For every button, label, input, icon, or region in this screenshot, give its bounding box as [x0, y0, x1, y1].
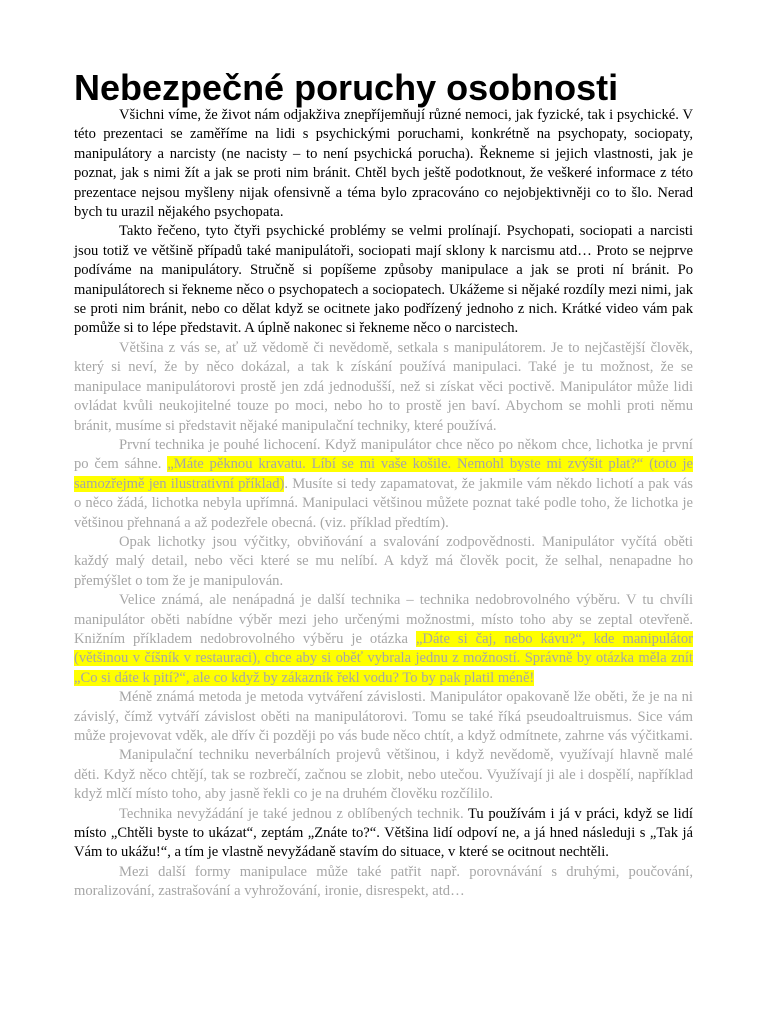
paragraph-nonverbal: Manipulační techniku neverbálních projevů většinou, i když nevědomě, využívají hlavně malé děti. Když něco chtějí, tak se rozbrečí, začnou se zlobit, nebo utečou. Využívají ji ale i dospělí, například když mlčí místo toho, aby jasně řekli co je na druhém člověku rozčílilo. — [74, 747, 693, 803]
paragraph-other-forms: Mezi další formy manipulace může také patřit např. porovnávání s druhými, poučování, moralizování, zastrašování a vyhrožování, ironie, disrespekt, atd… — [74, 863, 693, 900]
flattery-text-before: První technika je pouhé lichocení. Když manipulátor chce něco po někom chce, lichotka je první po čem sáhne. — [74, 436, 693, 473]
paragraph-intro: Všichni víme, že život nám odjakživa znepříjemňují různé nemoci, jak fyzické, tak i psychické. V této prezentaci se zaměříme na lidi s psychickými poruchami, konkrétně na psychopaty, sociopaty, manipulátory a narcisty (ne nacisty – to není psychická porucha). Řekneme si jejich vlastnosti, jak je poznat, jak s nimi žít a jak se proti nim bránit. Chtěl bych ještě podotknout, že veškeré informace z této prezentace nejsou myšleny nijak ofensivně a téma bylo zpracováno co nejobjektivněji co to šlo. Nerad bych tu urazil nějakého psychopata. — [74, 107, 693, 221]
flattery-highlight: „Máte pěknou kravatu. Líbí se mi vaše košile. Nemohl byste mi zvýšit plat?“ (toto je samozřejmě jen ilustrativní příklad) — [74, 456, 693, 492]
flattery-text-after: . Musíte si tedy zapamatovat, že jakmile vám někdo lichotí a pak vás o něco žádá, lichotka nebyla upřímná. Manipulaci většinou můžete poznat také podle toho, že lichotka je většinou přehnaná a až podezřele obecná. (viz. příklad předtím). — [74, 475, 693, 531]
paragraph-dependency: Méně známá metoda je metoda vytváření závislosti. Manipulátor opakovaně lže oběti, že je na ni závislý, čímž vytváří závislost oběti na manipulátorovi. Tomu se také říká pseudoaltruismus. Sice vám může projevovat vděk, ale dřív či později po vás bude něco chtít, a když odmítnete, zahrne vás výčitkami. — [74, 689, 693, 744]
document-body — [74, 106, 693, 902]
paragraph-forced-choice — [74, 591, 693, 688]
paragraph-overview: Takto řečeno, tyto čtyři psychické problémy se velmi prolínají. Psychopati, sociopati a narcisti jsou totiž ve většině případů také manipulátoři, sociopati mají sklony k narcismu atd… Proto se nejprve podíváme na manipulátory. Stručně si popíšeme způsoby manipulace a jak se proti ní bránit. Po manipulátorech si řekneme něco o psychopatech a sociopatech. Ukážeme si nějaké rozdíly mezi nimi, jak se proti nim bránit, nebo co dělat když se ocitnete jako podřízený jednoho z nich. Krátké video vám pak pomůže si to lépe představit. A úplně nakonec si řekneme něco o narcistech. — [74, 223, 693, 337]
unsolicited-example: Tu používám i já v práci, když se lidí místo „Chtěli byste to ukázat“, zeptám „Znáte to?“. Většina lidí odpoví ne, a já hned následuji s „Tak já Vám to ukážu!“, a tím je vlastně nevyžádaně stavím do situace, v které se ocitnout nechtěli. — [74, 805, 693, 861]
paragraph-unsolicited — [74, 805, 693, 863]
paragraph-manipulators: Většina z vás se, ať už vědomě či nevědomě, setkala s manipulátorem. Je to nejčastější člověk, který si neví, že by něco dokázal, a tak k získání používá manipulaci. Také je tu možnost, že se manipulace manipulátorovi prostě jen zdá jednodušší, než si získat věci poctivě. Manipulátor může lidi ovládat kvůli neukojitelné touze po moci, nebo ho to prostě jen baví. Abychom se mohli proti němu bránit, musíme si představit nějaké manipulační techniky, které používá. — [74, 339, 693, 434]
forced-choice-text-before: Velice známá, ale nenápadná je další technika – technika nedobrovolného výběru. V tu chvíli manipulátor oběti nabídne výběr mezi jeho určenými možnostmi, místo toho aby se zeptal otevřeně. Knižním příkladem nedobrovolného výběru je otázka — [74, 592, 693, 647]
forced-choice-highlight: „Dáte si čaj, nebo kávu?“, kde manipulátor (většinou v číšník v restauraci), chce aby si oběť vybrala jednu z možností. Správně by otázka měla znít „Co si dáte k pití?“, ale co když by zákazník řekl vodu? To by pak platil méně! — [74, 630, 693, 686]
document-title: Nebezpečné poruchy osobnosti — [74, 67, 619, 108]
paragraph-reproaches: Opak lichotky jsou výčitky, obviňování a svalování zodpovědnosti. Manipulátor vyčítá oběti každý malý detail, nebo věci které se mu nelíbí. A když má člověk pocit, že selhal, nenapadne ho přemýšlet o tom že je manipulován. — [74, 533, 693, 589]
unsolicited-text-before: Technika nevyžádání je také jednou z oblíbených technik. — [119, 805, 468, 822]
paragraph-flattery — [74, 436, 693, 533]
